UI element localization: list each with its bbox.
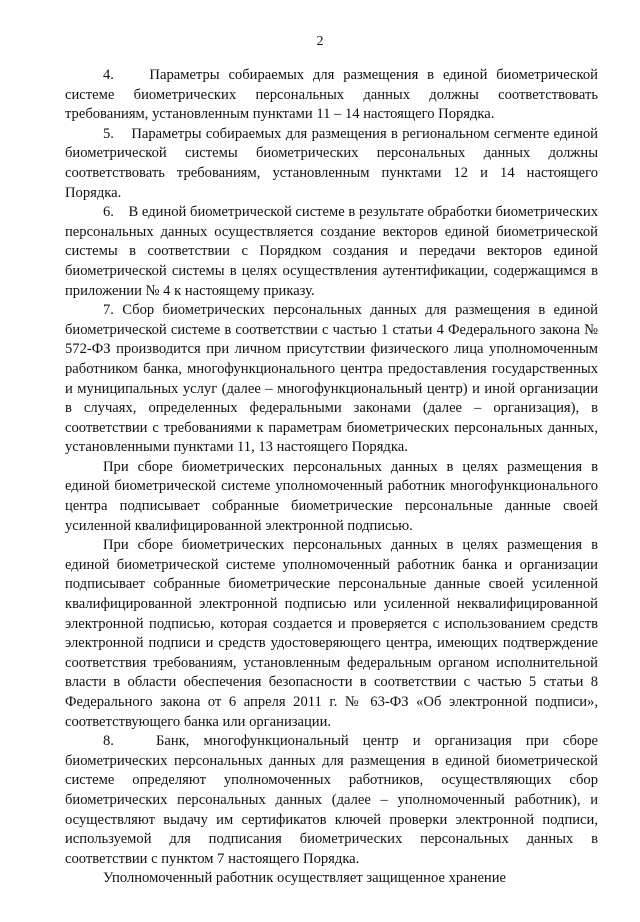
paragraph-item-6: 6. В единой биометрической системе в результате обработки биометрических персональных данных осуществляется создание векторов единой биометрической системы в соответствии с Порядком создания и передачи векторов единой биометрической системы в целях осуществления аутентификации, содержащимся в приложении № 4 к настоящему приказу. bbox=[65, 204, 598, 299]
paragraph-item-5: 5. Параметры собираемых для размещения в региональном сегменте единой биометрической системы биометрических персональных данных должны соответствовать требованиям, установленным пунктами 12 и 14 настоящего Порядка. bbox=[65, 125, 598, 201]
paragraph-bank-signing: При сборе биометрических персональных данных в целях размещения в единой биометрической системе уполномоченный работник банка и организации подписывает собранные биометрические персональные данные своей усиленной квалифицированной электронной подписью или усиленной неквалифицированной электронной подписью, которая создается и проверяется с использованием средств электронной подписи и средств удостоверяющего центра, имеющих подтверждение соответствия требованиям, установленным федеральным органом исполнительной власти в области обеспечения безопасности в соответствии с частью 5 статьи 8 Федерального закона от 6 апреля 2011 г. № 63-ФЗ «Об электронной подписи», соответствующего банка или организации. bbox=[65, 537, 598, 730]
paragraph-item-4: 4. Параметры собираемых для размещения в единой биометрической системе биометрических персональных данных должны соответствовать требованиям, установленным пунктами 11 – 14 настоящего Порядка. bbox=[65, 67, 598, 123]
paragraph-item-8: 8. Банк, многофункциональный центр и организация при сборе биометрических персональных данных для размещения в единой биометрической системе определяют уполномоченных работников, осуществляющих сбор биометрических персональных данных (далее – уполномоченный работник), и осуществляют выдачу им сертификатов ключей проверки электронной подписи, используемой для подписания биометрических персональных данных в соответствии с пунктом 7 настоящего Порядка. bbox=[65, 733, 598, 867]
document-body bbox=[65, 66, 598, 889]
paragraph-mfc-signing: При сборе биометрических персональных данных в целях размещения в единой биометрической системе уполномоченный работник многофункционального центра подписывает собранные биометрические персональные данные своей усиленной квалифицированной электронной подписью. bbox=[65, 458, 598, 534]
paragraph-storage-start: Уполномоченный работник осуществляет защищенное хранение bbox=[103, 870, 507, 887]
paragraph-item-7: 7. Сбор биометрических персональных данных для размещения в единой биометрической системе в соответствии с частью 1 статьи 4 Федерального закона № 572-ФЗ производится при личном присутствии физического лица уполномоченным работником банка, многофункционального центра предоставления государственных и муниципальных услуг (далее – многофункциональный центр) и иной организации в случаях, определенных федеральными законами (далее – организация), в соответствии с требованиями к параметрам биометрических персональных данных, установленными пунктами 11, 13 настоящего Порядка. bbox=[65, 302, 598, 456]
page-number: 2 bbox=[316, 34, 324, 49]
